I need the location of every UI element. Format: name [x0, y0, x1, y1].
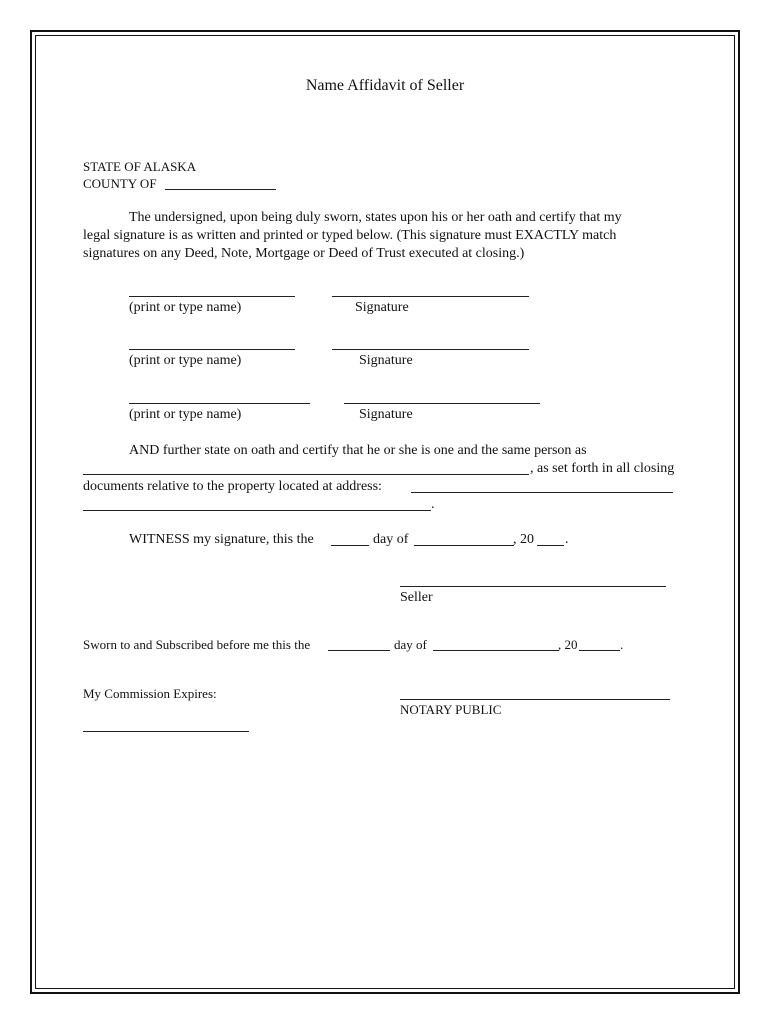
notary-label: NOTARY PUBLIC	[400, 702, 502, 717]
witness-year-prefix: , 20	[513, 532, 534, 547]
sworn-year-field[interactable]	[579, 635, 620, 651]
further-line-1: AND further state on oath and certify that he or she is one and the same person as	[129, 443, 587, 458]
intro-line-2: legal signature is as written and printed or typed below. (This signature must EXACTLY match	[83, 228, 617, 243]
seller-label: Seller	[400, 590, 433, 605]
sworn-end: .	[620, 637, 624, 652]
printed-name-field[interactable]	[129, 388, 310, 404]
printed-name-label: (print or type name)	[129, 407, 242, 422]
signature-field[interactable]	[332, 281, 529, 297]
county-field[interactable]	[165, 174, 276, 190]
state-line: STATE OF ALASKA	[83, 159, 197, 174]
property-address-field[interactable]	[411, 477, 673, 493]
printed-name-field[interactable]	[129, 334, 295, 350]
notary-signature-field[interactable]	[400, 684, 670, 700]
sworn-month-field[interactable]	[433, 635, 559, 651]
printed-name-label: (print or type name)	[129, 353, 242, 368]
signature-label: Signature	[359, 407, 413, 422]
seller-signature-field[interactable]	[400, 571, 666, 587]
signature-label: Signature	[355, 300, 409, 315]
witness-year-field[interactable]	[537, 530, 564, 546]
commission-expires-field[interactable]	[83, 716, 249, 732]
same-person-name-field[interactable]	[83, 459, 529, 475]
sworn-text: Sworn to and Subscribed before me this the	[83, 637, 311, 652]
signature-field[interactable]	[332, 334, 529, 350]
document-title: Name Affidavit of Seller	[305, 77, 465, 94]
further-line-4-suffix: .	[431, 497, 435, 512]
property-address-field-cont[interactable]	[83, 495, 431, 511]
witness-day-field[interactable]	[331, 530, 369, 546]
sworn-year-prefix: , 20	[558, 637, 578, 652]
witness-day-of: day of	[373, 532, 409, 547]
intro-line-1: The undersigned, upon being duly sworn, states upon his or her oath and certify that my	[129, 210, 622, 225]
signature-label: Signature	[359, 353, 413, 368]
printed-name-label: (print or type name)	[129, 300, 242, 315]
signature-field[interactable]	[344, 388, 540, 404]
commission-label: My Commission Expires:	[83, 686, 217, 701]
further-line-3-prefix: documents relative to the property located at address:	[83, 479, 382, 494]
county-label: COUNTY OF	[83, 176, 157, 191]
printed-name-field[interactable]	[129, 281, 295, 297]
witness-text: WITNESS my signature, this the	[129, 532, 314, 547]
witness-month-field[interactable]	[414, 530, 514, 546]
sworn-day-of: day of	[394, 637, 427, 652]
further-line-2-suffix: , as set forth in all closing	[530, 461, 675, 476]
sworn-day-field[interactable]	[328, 635, 390, 651]
witness-end: .	[565, 532, 569, 547]
intro-line-3: signatures on any Deed, Note, Mortgage or Deed of Trust executed at closing.)	[83, 246, 525, 261]
